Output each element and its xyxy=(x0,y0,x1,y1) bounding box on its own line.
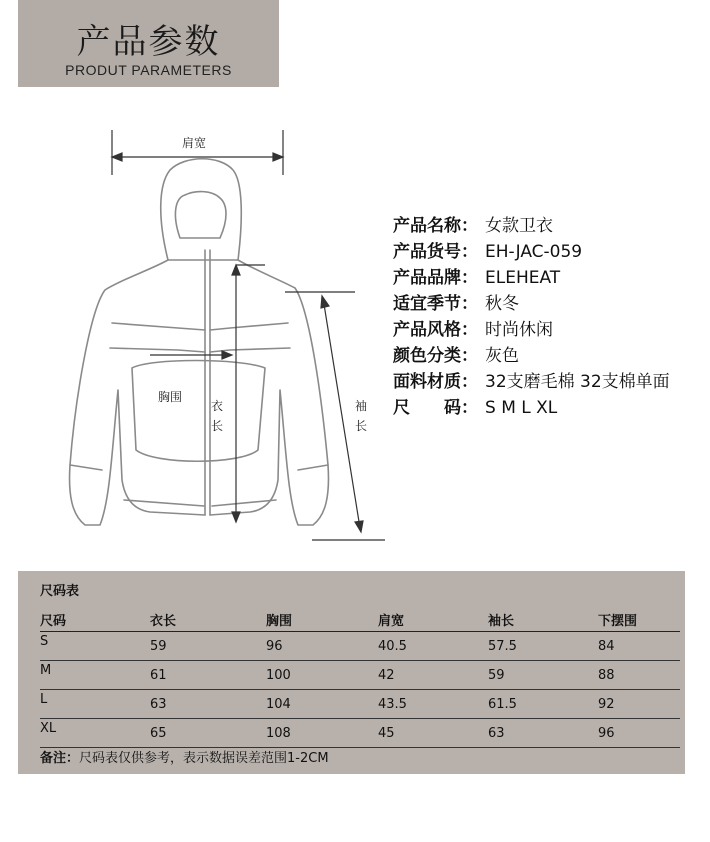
col-header-shoulder: 肩宽 xyxy=(378,607,488,632)
table-cell: 40.5 xyxy=(378,632,488,661)
spec-row xyxy=(393,213,703,239)
length-label-char-1: 衣 xyxy=(210,399,223,413)
page-title: 产品参数 xyxy=(76,22,221,62)
table-cell: 61.5 xyxy=(488,690,598,719)
table-cell: 104 xyxy=(266,690,378,719)
spec-key: 产品货号： xyxy=(393,242,478,262)
spec-key: 产品风格： xyxy=(393,320,478,340)
col-header-sleeve: 袖长 xyxy=(488,607,598,632)
spec-value: 女款卫衣 xyxy=(485,216,553,236)
spec-row xyxy=(393,395,703,421)
size-table xyxy=(40,607,680,748)
jacket-diagram xyxy=(40,120,400,550)
note-text: 尺码表仅供参考，表示数据误差范围1-2CM xyxy=(79,751,329,766)
shoulder-label: 肩宽 xyxy=(182,136,207,150)
sleeve-label-char-2: 长 xyxy=(354,419,367,433)
table-cell: 92 xyxy=(598,690,680,719)
table-row xyxy=(40,632,680,661)
table-row xyxy=(40,690,680,719)
size-chart-panel xyxy=(18,571,685,774)
table-cell: 57.5 xyxy=(488,632,598,661)
length-label xyxy=(210,396,224,436)
spec-key: 产品名称： xyxy=(393,216,478,236)
table-cell: M xyxy=(40,661,150,690)
spec-key: 适宜季节： xyxy=(393,294,478,314)
table-cell: 59 xyxy=(150,632,266,661)
table-cell: 59 xyxy=(488,661,598,690)
spec-row xyxy=(393,291,703,317)
spec-key: 颜色分类： xyxy=(393,346,478,366)
table-cell: 96 xyxy=(598,719,680,748)
size-note xyxy=(40,747,329,766)
spec-row xyxy=(393,369,703,395)
spec-key: 产品品牌： xyxy=(393,268,478,288)
note-label: 备注： xyxy=(40,751,80,766)
table-row xyxy=(40,719,680,748)
size-table-header xyxy=(40,607,680,632)
table-cell: 63 xyxy=(488,719,598,748)
spec-value: ELEHEAT xyxy=(485,268,561,288)
table-cell: 108 xyxy=(266,719,378,748)
col-header-size: 尺码 xyxy=(40,607,150,632)
table-cell: S xyxy=(40,632,150,661)
table-cell: 88 xyxy=(598,661,680,690)
spec-value: 秋冬 xyxy=(485,294,519,314)
spec-key: 面料材质： xyxy=(393,372,478,392)
spec-row xyxy=(393,343,703,369)
size-chart-title: 尺码表 xyxy=(40,584,80,599)
spec-value: 32支磨毛棉 32支棉单面 xyxy=(485,372,670,392)
page-subtitle: PRODUT PARAMETERS xyxy=(65,62,232,78)
sleeve-label xyxy=(354,396,368,436)
product-specs xyxy=(393,213,703,421)
table-cell: 43.5 xyxy=(378,690,488,719)
table-cell: XL xyxy=(40,719,150,748)
table-cell: 65 xyxy=(150,719,266,748)
table-cell: 63 xyxy=(150,690,266,719)
spec-row xyxy=(393,317,703,343)
spec-row xyxy=(393,265,703,291)
length-label-char-2: 长 xyxy=(210,419,223,433)
table-cell: 42 xyxy=(378,661,488,690)
spec-row xyxy=(393,239,703,265)
jacket-outline xyxy=(40,120,400,550)
col-header-hem: 下摆围 xyxy=(598,607,680,632)
col-header-length: 衣长 xyxy=(150,607,266,632)
header-banner xyxy=(18,0,279,87)
col-header-chest: 胸围 xyxy=(266,607,378,632)
table-cell: 61 xyxy=(150,661,266,690)
spec-value: EH-JAC-059 xyxy=(485,242,583,262)
table-cell: 100 xyxy=(266,661,378,690)
spec-value: 灰色 xyxy=(485,346,519,366)
table-cell: 96 xyxy=(266,632,378,661)
spec-key: 尺 码： xyxy=(393,398,478,418)
sleeve-label-char-1: 袖 xyxy=(354,399,367,413)
table-row xyxy=(40,661,680,690)
table-cell: 45 xyxy=(378,719,488,748)
chest-label: 胸围 xyxy=(158,390,183,404)
table-cell: L xyxy=(40,690,150,719)
table-cell: 84 xyxy=(598,632,680,661)
spec-value: S M L XL xyxy=(485,398,558,418)
spec-value: 时尚休闲 xyxy=(485,320,553,340)
